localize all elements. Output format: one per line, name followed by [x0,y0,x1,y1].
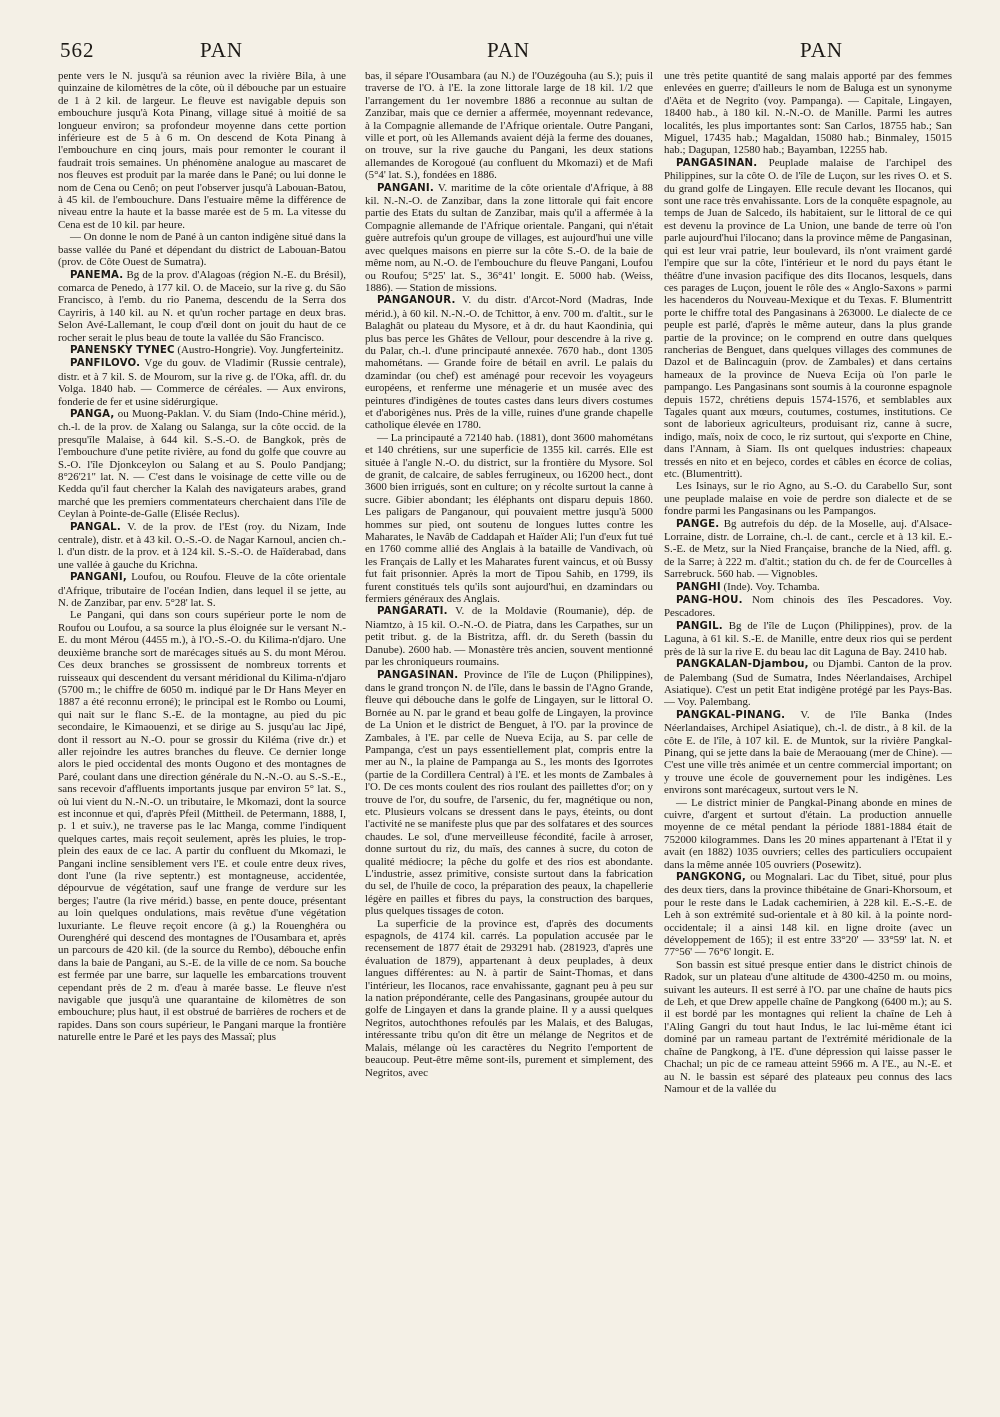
dictionary-entry [664,157,952,481]
entry-headword: PANFILOVO. [70,358,141,370]
entry-paragraph [365,70,653,182]
entry-text: Son bassin est situé presque entier dans le district chinois de Radok, sur un plateau d'une altitude de 4300-4250 m. ou moins, suivant les auteurs. Il est serré à l'O. par une chaîne de hauts pics de Leh, et que Drew appelle chaîne de Pangkong (6400 m.); au S. il est bordé par les montagnes qui relient la chaîne de Leh à l'Aling Gangri du tout haut Indus, le lac lui-même étant ici dominé par un rameau partant de l'extrémité méridionale de la chaîne de Pangkong, à l'E. d'une dépression qui laisse passer le Chachal; un pic de ce rameau atteint 5966 m. A l'E., au N.-E. et au N. le bassin est séparé des plateaux peu connus des lacs Namour et de la vallée du [664,958,952,1095]
dictionary-entry [664,581,952,594]
entry-headword: PANGANOUR. [377,295,456,307]
entry-text: Le Pangani, qui dans son cours supérieur porte le nom de Roufou ou Loufou, a sa source la plus éloignée sur le versant N.-E. du mont Mérou (4455 m.), à l'O.-S.-O. du Kilima-n'djaro. Une deuxième branche sort de marécages situés au S. du mont Mérou. Ces deux branches se grossissent de nombreux torrents et ruisseaux qui descendent du versant méridional du Kilima-n'djaro (5700 m.; le chiffre de 6050 m. indiqué par le Dr Hans Meyer en 1887 a été reconnu erroné); le principal est le Rombo ou Loumi, qui nait sur le flanc S.-E. de la montagne, au pied du pic secondaire, le Kimaouenzi, et se dirige au S. jusqu'au lac Jipé, dont il ressort au N.-O. pour se grossir du Kiléma (rive dr.) et aller rejoindre les autres branches du fleuve. Ce dernier longe alors le pied occidental des monts Ougono et des montagnes de Paré, coulant dans une direction générale du N.-N.-O. au S.-S.-E., sans recevoir d'affluents importants jusque par environ 5° lat. S., où lui vient du N.-N.-O. un tributaire, le Mkomazi, dont la source est inconnue et qui, d'après Pfeil (Mittheil. de Petermann, 1888, I, p. 1 et suiv.), ne traverse pas le lac Manga, comme l'indiquent quelques cartes, mais reçoit seulement, après les pluies, le trop-plein des eaux de ce lac. A partir du confluent du Mkomazi, le Pangani incline sensiblement vers l'E. et coule entre deux rives, dont l'une (la rive septentr.) est montagneuse, accidentée, dépourvue de végétation, sauf une frange de verdure sur les berges; l'autre (la rive mérid.) basse, en pente douce, présentant au loin quelques ondulations, mais revêtue d'une végétation luxuriante. Le fleuve reçoit encore (à g.) la Rouenghéra ou Ourenghéré qui descend des montagnes de l'Ousambara et, après un parcours de 420 kil. (de la source du Rembo), débouche enfin dans la baie de Pangani, au S.-E. de la ville de ce nom. Sa bouche est fermée par une barre, sur laquelle les embarcations trouvent cependant près de 2 m. d'eau à marée basse. Le fleuve n'est navigable que jusqu'à une quarantaine de kilomètres de son embouchure; plus haut, il est obstrué de barrières de rochers et de rapides. Dans son cours supérieur, le Pangani marque la frontière naturelle entre le Paré et les pays des Massaï; plus [58,609,346,1044]
page-header [0,38,1000,68]
entry-text: — Le district minier de Pangkal-Pinang abonde en mines de cuivre, d'argent et surtout d'étain. La production annuelle moyenne de ce métal pendant la période 1881-1884 était de 752000 kilogrammes. Dans les 20 mines appartenant à l'Etat il y avait (en 1882) 1035 ouvriers; celles des particuliers occupaient dans la même année 105 ouvriers (Posewitz). [664,796,952,871]
entry-headword: PANGASINAN. [377,669,459,681]
text-column-3 [664,70,952,1400]
entry-headword: PANGAL. [70,521,121,533]
entry-paragraph [664,797,952,871]
dictionary-entry [58,521,346,572]
dictionary-entry [664,518,952,581]
entry-headword: PANGANI, [70,572,127,584]
entry-text: — On donne le nom de Pané à un canton indigène situé dans la basse vallée du Pané et dépendant du district de Labouan-Batou (prov. de Côte Ouest de Sumatra). [58,231,346,269]
entry-text: Loufou, ou Roufou. Fleuve de la côte orientale d'Afrique, tributaire de l'océan Indien, dans lequel il se jette, au N. de Zanzibar, par env. 5°28' lat. S. [58,571,346,610]
entry-text: Vge du gouv. de Vladimir (Russie centrale), distr. et à 7 kil. S. de Mourom, sur la rive g. de l'Oka, affl. dr. du Volga. 1840 hab. — Commerce de céréales. — Aux environs, fonderie de fer et usine sidérurgique. [58,357,346,408]
entry-paragraph [58,70,346,231]
dictionary-entry [664,871,952,959]
entry-text: V. de la prov. de l'Est (roy. du Nizam, Inde centrale), distr. et à 43 kil. O.-S.-O. de Nagar Karnoul, ancien ch.-l. d'un distr. de la prov. et à 124 kil. S.-S.-O. de Haïderabad, dans une vallée à gauche du Krichna. [58,520,346,571]
text-column-1 [58,70,346,1400]
dictionary-entry [664,658,952,709]
entry-paragraph [664,70,952,157]
entry-text: Bg de l'île de Luçon (Philippines), prov. de la Laguna, à 61 kil. S.-E. de Manille, entre deux rios qui se perdent près de là sur la rive E. du beau lac dit Laguna de Bay. 2410 hab. [664,619,952,658]
entry-headword: PANGE. [676,518,720,530]
entry-text: Peuplade malaise de l'archipel des Philippines, sur la côte O. de l'île de Luçon, sur les rives O. et S. du grand golfe de Lingayen. Elle recule devant les Ilocanos, qui sont une race très envahissante. Lors de la conquête espagnole, au temps de Juan de Salcedo, ils habitaient, sur le littoral de ce qui est devenu la province de La Union, une bande de terre où l'on parle aujourd'hui l'ilocano; dans la province même de Pangasinan, qui est leur vrai patrie, leur boulevard, ils n'ont vraiment gardé l'empire que sur la côte, l'intérieur et le nord du pays étant le théâtre d'une invasion pacifique des dits Ilocanos, lesquels, dans ces parages de Luçon, jouent le rôle des « Anglo-Saxons » parmi les hacenderos du Nouveau-Mexique et du Texas. F. Blumentritt porte le chiffre total des Pangasinans à 263000. Le dialecte de ce peuple est parlé, d'après le même auteur, dans la plus grande partie de la province; on le comprend en outre dans quelques rancherias de Benguet, dans quelques villages des communes de Dazol et de Balincaguin (prov. de Zambales) et dans certains hameaux de la province de Nueva Ecija où l'on parle le pampango. Les Pangasinans sont soumis à la couronne espagnole depuis 1572, chrétiens depuis 1574-1576, et semblables aux Tagales quant aux mœurs, coutumes, costumes, institutions. Ce sont de laborieux agriculteurs, produisant riz, canne à sucre, indigo, maïs, noix de coco, le riz surtout, qui s'exporte en Chine, dans l'Annam, à Siam. Ils ont quelques industries: chapeaux tressés en nito et en bejeco, cordes et câbles en écorce de colias, etc. (Blumentritt). [664,156,952,480]
entry-headword: PANGKAL-PINANG. [676,709,786,721]
entry-headword: PANGARATI. [377,606,448,618]
dictionary-entry [664,709,952,797]
dictionary-entry [365,182,653,295]
dictionary-entry [58,571,346,609]
dictionary-entry [664,594,952,620]
entry-headword: PANEMA. [70,269,124,281]
entry-paragraph [58,609,346,1043]
entry-text: Province de l'île de Luçon (Philippines), dans le grand tronçon N. de l'île, dans le bassin de l'Agno Grande, fleuve qui débouche dans le golfe de Lingayen, sur le littoral O. Bornée au N. par le grand et beau golfe de Lingayen, la province de La Union et le district de Benguet, à l'O. par la province de Zambales, à l'E. par celle de Nueva Ecija, au S. par celle de Pampanga, c'est un pays essentiellement plat, compris entre la mer au N., la plaine de Pampanga au S., les monts des Igorrotes (partie de la Cordillera Central) à l'E. et les monts de Zambales à l'O. De ces monts coulent des rios roulant des paillettes d'or; on y trouve de l'or, du soufre, de l'arsenic, du fer, magnétique ou non, etc. Plusieurs volcans se dressent dans le pays, éteints, ou dont l'activité ne se manifeste plus que par des solfatares et des sources chaudes. Le sol, d'une merveilleuse fécondité, facile à arroser, donne surtout du riz, du maïs, des cannes à sucre, du coton de qualité médiocre; la pêche du golfe et des rios est abondante. L'industrie, assez primitive, consiste surtout dans la fabrication du sel, de l'huile de coco, la préparation des peaux, la chapellerie légère en pailles et fibres du pays, la construction des barques, plus quelques tissages de coton. [365,668,653,918]
entry-headword: PANGASINAN. [676,157,758,169]
entry-text: (Austro-Hongrie). Voy. Jungferteinitz. [174,343,344,356]
entry-headword: PANG-HOU. [676,595,743,607]
header-word-right: PAN [800,38,844,62]
entry-text: V. maritime de la côte orientale d'Afrique, à 88 kil. N.-N.-O. de Zanzibar, dans la zone littorale qui fait encore partie des Etats du sultan de Zanzibar, mais qu'il a affermée à la Compagnie allemande de l'Afrique orientale. Pangani, qui n'était guère autrefois qu'un groupe de villages, est aujourd'hui une ville avec quelques maisons en pierre sur la côte S.-O. de la baie de même nom, au N.-O. de l'embouchure du fleuve Pangani, Loufou ou Roufou; 5°25' lat. S., 36°41' longit. E. 5000 hab. (Weiss, 1886). — Station de missions. [365,181,653,294]
entry-text: ou Djambi. Canton de la prov. de Palembang (Sud de Sumatra, Indes Néerlandaises, Archipel Asiatique). C'est un petit Etat indigène protégé par les Pays-Bas. — Voy. Palembang. [664,658,952,709]
entry-text: La superficie de la province est, d'après des documents espagnols, de 4174 kil. carrés. La population accusée par le recensement de 1877 était de 293291 hab. (281923, d'après une évaluation de 1879), appartenant à deux peuplades, à deux langues différentes: au N. à partir de Saint-Thomas, et dans l'intérieur, les Ilocanos, race envahissante, gagnant peu à peu sur la nation prépondérante, celle des Pangasinans, groupée autour du golfe de Lingayen et dans la grande plaine. Il y a aussi quelques Negritos, autochthones refoulés par les Malais, et des Balugas, intéressante tribu qu'on dit être un mélange de Negritos et de Malais, mélange où les caractères du Negrito l'emportent de beaucoup. Peut-être même sont-ils, purement et simplement, des Negritos, avec [365,917,653,1079]
dictionary-entry [365,294,653,431]
dictionary-entry [664,620,952,658]
entry-paragraph [365,918,653,1079]
entry-paragraph [664,480,952,517]
entry-text: Nom chinois des îles Pescadores. Voy. Pescadores. [664,594,952,620]
dictionary-entry [365,605,653,668]
dictionary-entry [365,669,653,918]
entry-text: bas, il sépare l'Ousambara (au N.) de l'Ouzégouha (au S.); puis il traverse de l'O. à l'E. la zone littorale large de 18 kil. 1/2 que l'arrangement du 1er novembre 1886 a reconnue au sultan de Zanzibar, mais que ce dernier a affermée, moyennant redevance, à la Compagnie allemande de l'Afrique orientale. Outre Pangani, ville et port, où les Allemands avaient déjà la ferme des douanes, on trouve, sur la rive gauche du Pangani, les deux stations allemandes de Korogoué (au confluent du Mkomazi) et de Mafi (5°4' lat. S.), fondées en 1886. [365,70,653,182]
page-number: 562 [60,38,95,62]
entry-paragraph [365,432,653,606]
dictionary-entry [58,357,346,408]
entry-text: V. de l'île Banka (Indes Néerlandaises, Archipel Asiatique), ch.-l. de distr., à 8 kil. de la côte E. de l'île, à 107 kil. E. de Muntok, sur la rivière Pangkal-Pinang, qui se jette dans la baie de Meraouang (mer de Chine). — C'est une ville très animée et un centre commercial important; on y trouve une école de gouvernement pour les indigènes. Les environs sont marécageux, surtout vers le N. [664,708,952,797]
entry-text: V. du distr. d'Arcot-Nord (Madras, Inde mérid.), à 60 kil. N.-N.-O. de Tchittor, à env. 700 m. d'altit., sur le Balaghât ou plateau du Mysore, et à dr. du haut Kaondinia, qui plus bas perce les Ghâtes de Vellour, pour descendre à la rive g. du Palar, ch.-l. d'une principauté annexée. 7670 hab., dont 1305 mahométans. — Grande foire de bétail en avril. Le palais du dzamindar (ou chef) est aménagé pour recevoir les voyageurs européens, et renferme une ménagerie et un musée avec des peintures d'indigènes de toutes castes dans leurs divers costumes et d'aborigènes nus. Près de la ville, ruines d'une grande chapelle catholique élevée en 1780. [365,294,653,432]
entry-text: — La principauté a 72140 hab. (1881), dont 3600 mahométans et 140 chrétiens, sur une superficie de 1355 kil. carrés. Elle est située à l'angle N.-O. du district, sur la frontière du Mysore. Sol de granit, de calcaire, de sables ferrugineux, ou 16200 hect., dont 3600 bien irrigués, sont en culture; on y récolte surtout la canne à sucre. Gibier abondant; les éléphants ont disparu depuis 1860. Les paligars de Panganour, qui pouvaient mettre jusqu'à 5000 hommes sur pied, ont soutenu de longues luttes contre les Maharates, le Navâb de Caddapah et Haïder Ali; l'un d'eux fut tué en 1760 comme allié des Anglais à la bataille de Vandivach, où les Français de Lally et les Maharates furent vaincus, et où Bussy fut fait prisonnier. Après la mort de Tipou Sahib, en 1799, ils furent constitués tels qu'ils sont aujourd'hui, en dzamindars ou fermiers généraux des Anglais. [365,431,653,606]
entry-text: une très petite quantité de sang malais apporté par des femmes enlevées en guerre; d'ailleurs le nom de Baluga est un synonyme d'Aëta et de Negrito (voy. Pampanga). — Capitale, Lingayen, 18400 hab., à 180 kil. N.-N.-O. de Manille. Parmi les autres localités, les plus importantes sont: San Carlos, 18755 hab.; San Miguel, 17435 hab.; Magaldan, 15080 hab.; Binmaley, 15015 hab.; Dagupan, 12580 hab.; Bayamban, 12255 hab. [664,70,952,157]
entry-text: Les Isinays, sur le rio Agno, au S.-O. du Carabello Sur, sont une peuplade malaise en voie de perdre son dialecte et de se fondre parmi les Pangasinans ou les Pampangos. [664,480,952,518]
entry-text: Bg autrefois du dép. de la Moselle, auj. d'Alsace-Lorraine, distr. de Lorraine, ch.-l. de cant., cercle et à 13 kil. E.-S.-E. de Metz, sur la Nied Française, branche de la Nied, affl. g. de la Sarre; à 222 m. d'altit.; station du ch. de fer de Courcelles à Sarrebruck. 560 hab. — Vignobles. [664,517,952,581]
text-column-2 [365,70,653,1400]
entry-text: V. de la Moldavie (Roumanie), dép. de Niamtzo, à 15 kil. O.-N.-O. de Piatra, dans les Carpathes, sur un petit tribut. g. de la Bistritza, affl. dr. du Sereth (bassin du Danube). 2600 hab. — Monastère très ancien, souvent mentionné par les chroniqueurs roumains. [365,605,653,669]
entry-paragraph [664,959,952,1095]
entry-headword: PANGHI [676,581,721,593]
header-word-left: PAN [200,38,244,62]
dictionary-entry [58,408,346,521]
dictionary-entry [58,344,346,357]
entry-headword: PANGA, [70,408,115,420]
entry-headword: PANENSKY TYNEC [70,344,175,356]
entry-headword: PANGIL. [676,620,723,632]
entry-text: (Inde). Voy. Tchamba. [720,580,820,593]
entry-text: ou Muong-Paklan. V. du Siam (Indo-Chine mérid.), ch.-l. de la prov. de Xalang ou Salanga, sur la côte occid. de la presqu'île Malaise, à 644 kil. S.-S.-O. de Bangkok, près de l'embouchure d'une petite rivière, au fond du golfe que couvre au S.-O. l'île Djonkceylon ou Salang et au S. Poulo Pandjang; 8°26'21" lat. N. — C'est dans le voisinage de cette ville ou de Kedda qu'il faut chercher la Kalah des navigateurs arabes, grand marché que les premiers commentateurs cherchaient dans l'île de Ceylan à Pointe-de-Galle (Elisée Reclus). [58,407,346,521]
entry-text: pente vers le N. jusqu'à sa réunion avec la rivière Bila, à une quinzaine de kilomètres de la côte, où il débouche par un estuaire de 1 à 2 kil. de largeur. Le fleuve est navigable depuis son embouchure jusqu'à Kota Pinang, village situé à moitié de sa longueur environ; sa profondeur moyenne dans cette portion inférieure est de 5 à 6 m. On descend de Kota Pinang à l'embouchure en cinq jours, mais pour remonter le courant il faudrait trois semaines. Un phénomène analogue au mascaret de nos fleuves est produit par la marée dans le Pané; ou lui donne le nom de Cena ou Cenô; on peut l'observer jusqu'à Labouan-Batou, à 45 kil. de l'embouchure. Dans l'estuaire même la différence de niveau entre la haute et la basse marée est de 5 m. La vitesse du Cena est de 10 kil. par heure. [58,70,346,231]
entry-text: Bg de la prov. d'Alagoas (région N.-E. du Brésil), comarca de Penedo, à 177 kil. O. de Maceio, sur la rive g. du São Francisco, à l'emb. du rio Panema, descendu de la Serra dos Cayriris, à 140 kil. au N. et qu'un rocher partage en deux bras. Selon Avé-Lallemant, le coup d'œil dont on jouit du haut de ce rocher serait le plus beau de toute la vallée du São Francisco. [58,268,346,344]
dictionary-entry [58,269,346,344]
entry-headword: PANGANI. [377,182,434,194]
entry-headword: PANGKALAN-Djambou, [676,659,809,671]
entry-paragraph [58,231,346,268]
entry-headword: PANGKONG, [676,872,746,883]
entry-text: ou Mognalari. Lac du Tibet, situé, pour plus des deux tiers, dans la province thibétaine de Gnari-Khorsoum, et pour le reste dans le Ladak cachemirien, à 228 kil. E.-S.-E. de Leh à son extrémité sud-orientale et à 80 kil. à la pointe nord-occidentale; il a ainsi 148 kil. en ligne droite (avec un développement de 165); il est entre 33°20' — 33°59' lat. N. et 77°56' — 76°6' longit. E. [664,871,952,959]
header-word-center: PAN [487,38,531,62]
